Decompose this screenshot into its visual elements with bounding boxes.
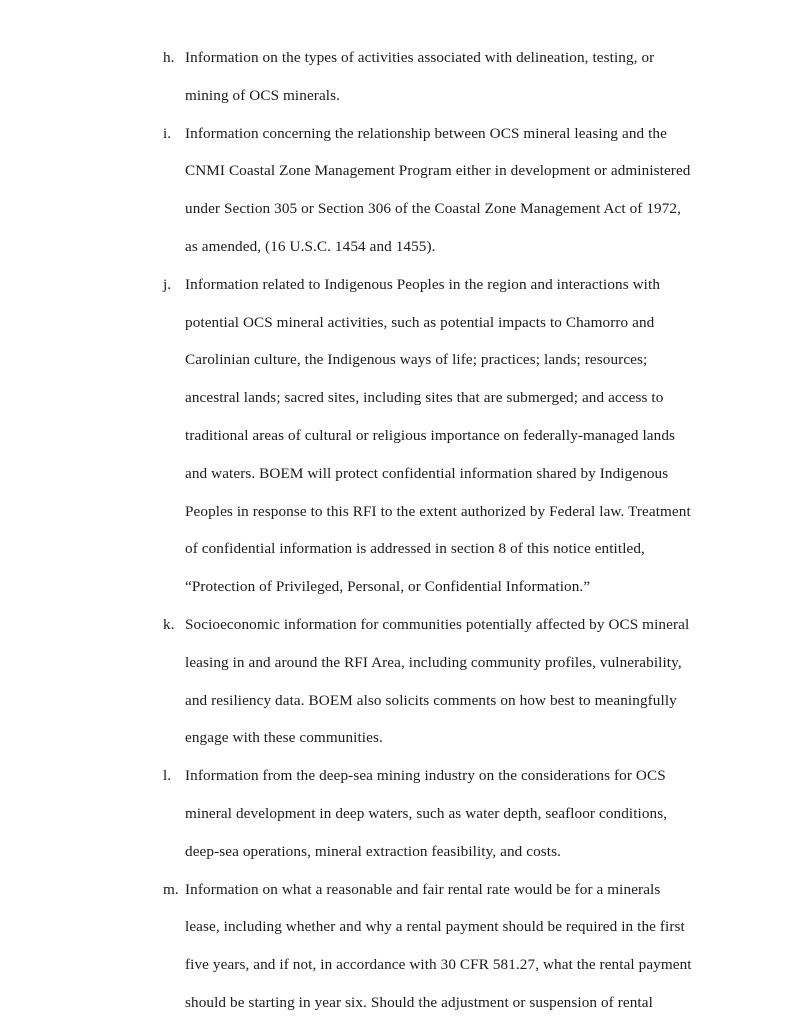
list-item [163, 39, 723, 115]
item-lines [185, 115, 723, 266]
item-lines [185, 39, 723, 115]
item-line: potential OCS mineral activities, such as potential impacts to Chamorro and [185, 313, 655, 331]
item-marker: h. [163, 49, 175, 66]
item-line: engage with these communities. [185, 729, 383, 747]
item-line: Carolinian culture, the Indigenous ways of life; practices; lands; resources; [185, 351, 648, 369]
item-marker: m. [163, 880, 179, 898]
item-lines [185, 266, 723, 606]
item-marker: j. [163, 275, 172, 293]
item-line: Information from the deep-sea mining industry on the considerations for OCS [185, 767, 666, 785]
item-line: of confidential information is addressed in section 8 of this notice entitled, [185, 540, 645, 558]
item-line: and waters. BOEM will protect confidential information shared by Indigenous [185, 464, 669, 482]
item-line: leasing in and around the RFI Area, including community profiles, vulnerability, [185, 653, 682, 671]
item-line: Information concerning the relationship between OCS mineral leasing and the [185, 124, 667, 142]
list-item [163, 266, 723, 606]
list-item [163, 606, 723, 757]
item-line: Information related to Indigenous Peoples in the region and interactions with [185, 275, 661, 293]
item-lines [185, 871, 723, 1022]
item-line: Socioeconomic information for communities potentially affected by OCS mineral [185, 615, 690, 633]
item-line: should be starting in year six. Should the adjustment or suspension of rental [185, 993, 653, 1011]
item-line: Peoples in response to this RFI to the extent authorized by Federal law. Treatment [185, 502, 691, 520]
item-line: five years, and if not, in accordance with 30 CFR 581.27, what the rental payment [185, 956, 692, 974]
item-line: ancestral lands; sacred sites, including sites that are submerged; and access to [185, 389, 664, 407]
item-line: “Protection of Privileged, Personal, or Confidential Information.” [185, 578, 591, 596]
item-line: traditional areas of cultural or religious importance on federally-managed lands [185, 426, 676, 444]
item-line: under Section 305 or Section 306 of the Coastal Zone Management Act of 1972, [185, 200, 682, 218]
item-line: Information on what a reasonable and fair rental rate would be for a minerals [185, 880, 661, 898]
document-body [163, 39, 723, 1022]
item-line: mining of OCS minerals. [185, 86, 341, 104]
ordered-list [163, 39, 723, 1022]
item-lines [185, 606, 723, 757]
item-marker: i. [163, 124, 172, 142]
item-line: as amended, (16 U.S.C. 1454 and 1455). [185, 237, 436, 255]
item-line: mineral development in deep waters, such as water depth, seafloor conditions, [185, 804, 668, 822]
item-line: and resiliency data. BOEM also solicits comments on how best to meaningfully [185, 691, 677, 709]
item-line: Information on the types of activities associated with delineation, testing, or [185, 49, 655, 66]
item-line: CNMI Coastal Zone Management Program either in development or administered [185, 162, 691, 180]
item-lines [185, 757, 723, 870]
item-marker: k. [163, 615, 175, 633]
item-line: lease, including whether and why a rental payment should be required in the first [185, 918, 685, 936]
list-item [163, 757, 723, 870]
item-line: deep-sea operations, mineral extraction feasibility, and costs. [185, 842, 562, 860]
item-marker: l. [163, 767, 172, 785]
list-item [163, 871, 723, 1022]
list-item [163, 115, 723, 266]
